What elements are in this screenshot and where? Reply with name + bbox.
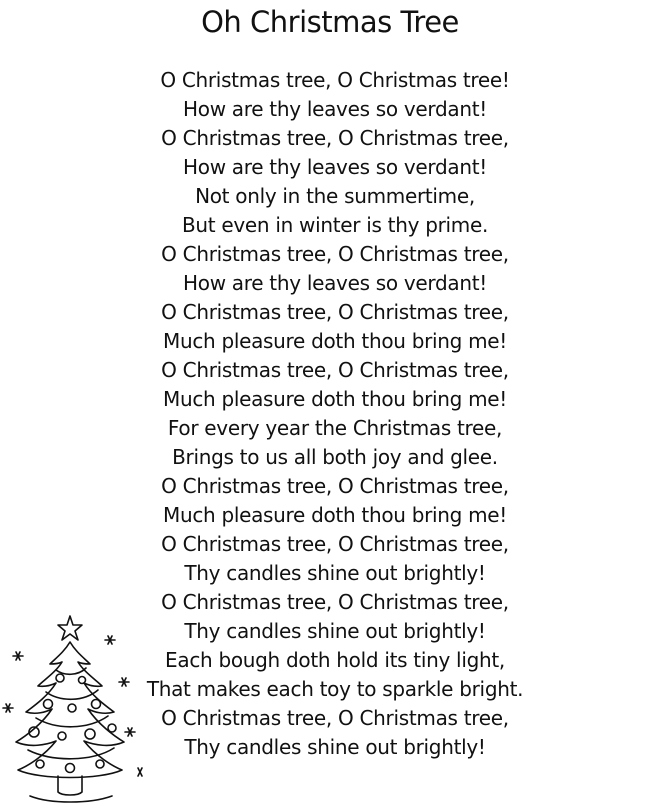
lyric-line: O Christmas tree, O Christmas tree, [161, 532, 509, 556]
lyric-line: For every year the Christmas tree, [167, 416, 503, 440]
lyric-line: O Christmas tree, O Christmas tree, [161, 242, 509, 266]
lyric-line: O Christmas tree, O Christmas tree, [161, 358, 509, 382]
lyric-line: O Christmas tree, O Christmas tree, [161, 590, 509, 614]
lyric-line: Much pleasure doth thou bring me! [162, 503, 508, 527]
lyric-line: How are thy leaves so verdant! [183, 97, 487, 121]
lyric-line: Much pleasure doth thou bring me! [162, 329, 508, 353]
lyric-line: O Christmas tree, O Christmas tree, [161, 474, 509, 498]
lyric-line: That makes each toy to sparkle bright. [146, 677, 524, 701]
page-title: Oh Christmas Tree [201, 5, 459, 39]
lyric-line: How are thy leaves so verdant! [183, 155, 487, 179]
lyric-line: O Christmas tree, O Christmas tree! [160, 68, 510, 92]
lyric-line: Thy candles shine out brightly! [184, 735, 486, 759]
lyric-line: But even in winter is thy prime. [181, 213, 489, 237]
christmas-tree-icon [0, 608, 150, 808]
lyric-line: Brings to us all both joy and glee. [172, 445, 498, 469]
lyric-line: O Christmas tree, O Christmas tree, [161, 300, 509, 324]
lyric-line: O Christmas tree, O Christmas tree, [161, 126, 509, 150]
lyric-line: Not only in the summertime, [195, 184, 475, 208]
lyric-line: How are thy leaves so verdant! [183, 271, 487, 295]
lyric-line: Thy candles shine out brightly! [184, 561, 486, 585]
lyric-line: Much pleasure doth thou bring me! [162, 387, 508, 411]
lyric-line: O Christmas tree, O Christmas tree, [161, 706, 509, 730]
lyric-line: Each bough doth hold its tiny light, [165, 648, 505, 672]
lyrics-list [120, 66, 550, 762]
lyric-line: Thy candles shine out brightly! [184, 619, 486, 643]
